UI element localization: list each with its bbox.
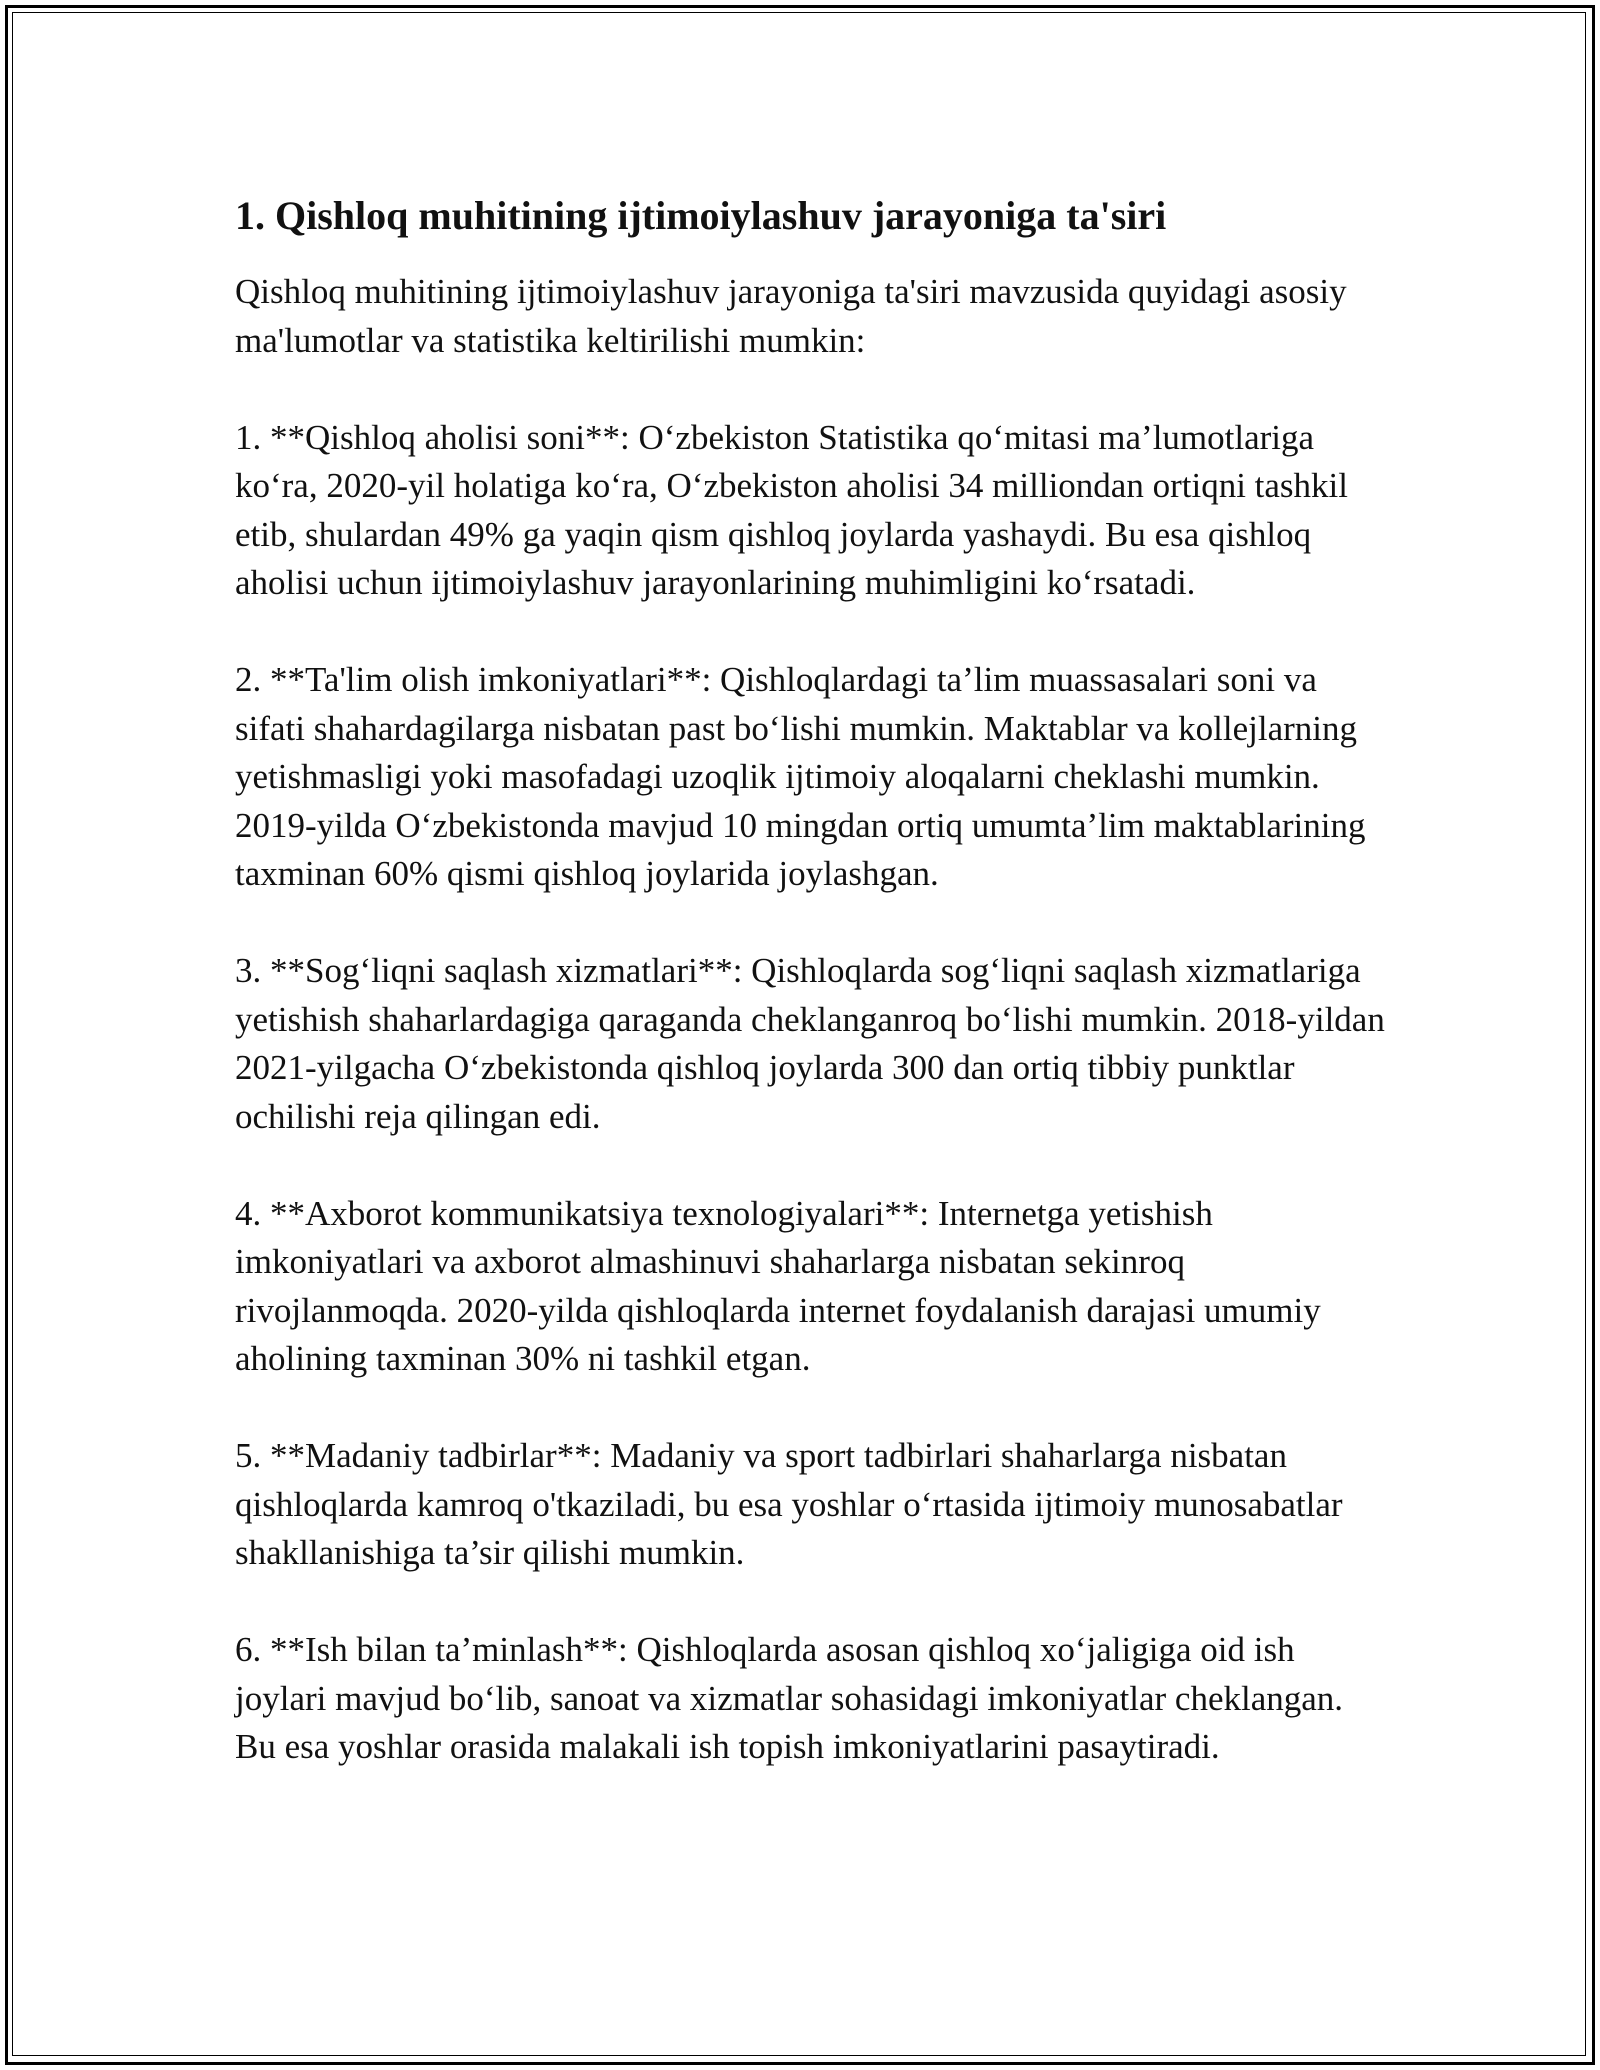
paragraph-gap bbox=[235, 899, 1385, 948]
paragraph-gap bbox=[235, 365, 1385, 414]
document-body bbox=[235, 188, 1394, 1772]
paragraph-gap bbox=[235, 1384, 1385, 1433]
list-item: 1. **Qishloq aholisi soni**: O‘zbekiston Statistika qo‘mitasi ma’lumotlariga ko‘ra, 2020-yil holatiga ko‘ra, O‘zbekiston aholisi 34 milliondan ortiqni tashkil etib, shulardan 49% ga yaqin qism qishloq joylarda yashaydi. Bu esa qishloq aholisi uchun ijtimoiylashuv jarayonlarining muhimligini ko‘rsatadi. bbox=[235, 417, 1357, 602]
intro-paragraph: Qishloq muhitining ijtimoiylashuv jarayoniga ta'siri mavzusida quyidagi asosiy ma'lumotlar va statistika keltirilishi mumkin: bbox=[235, 272, 1356, 360]
paragraph-gap bbox=[235, 608, 1385, 657]
list-item: 6. **Ish bilan ta’minlash**: Qishloqlarda asosan qishloq xo‘jaligiga oid ish joylari mavjud bo‘lib, sanoat va xizmatlar sohasidagi imkoniyatlar cheklangan. Bu esa yoshlar orasida malakali ish topish imkoniyatlarini pasaytiradi. bbox=[235, 1630, 1352, 1766]
list-item: 5. **Madaniy tadbirlar**: Madaniy va sport tadbirlari shaharlarga nisbatan qishloqlarda kamroq o'tkaziladi, bu esa yoshlar o‘rtasida ijtimoiy munosabatlar shakllanishiga ta’sir qilishi mumkin. bbox=[235, 1436, 1352, 1572]
list-item: 3. **Sog‘liqni saqlash xizmatlari**: Qishloqlarda sog‘liqni saqlash xizmatlariga yetishish shaharlardagiga qaraganda cheklanganroq bo‘lishi mumkin. 2018-yildan 2021-yilgacha O‘zbekistonda qishloq joylarda 300 dan ortiq tibbiy punktlar ochilishi reja qilingan edi. bbox=[235, 951, 1394, 1136]
paragraph-gap bbox=[235, 1141, 1385, 1190]
list-item: 2. **Ta'lim olish imkoniyatlari**: Qishloqlardagi ta’lim muassasalari soni va sifati shahardagilarga nisbatan past bo‘lishi mumkin. Maktablar va kollejlarning yetishmasligi yoki masofadagi uzoqlik ijtimoiy aloqalarni cheklashi mumkin. 2019-yilda O‘zbekistonda mavjud 10 mingdan ortiq umumta’lim maktablarining taxminan 60% qismi qishloq joylarida joylashgan. bbox=[235, 660, 1375, 893]
section-heading: 1. Qishloq muhitining ijtimoiylashuv jarayoniga ta'siri bbox=[235, 193, 1167, 238]
list-item: 4. **Axborot kommunikatsiya texnologiyalari**: Internetga yetishish imkoniyatlari va axborot almashinuvi shaharlarga nisbatan sekinroq rivojlanmoqda. 2020-yilda qishloqlarda internet foydalanish darajasi umumiy aholining taxminan 30% ni tashkil etgan. bbox=[235, 1193, 1330, 1378]
paragraph-gap bbox=[235, 1578, 1385, 1627]
